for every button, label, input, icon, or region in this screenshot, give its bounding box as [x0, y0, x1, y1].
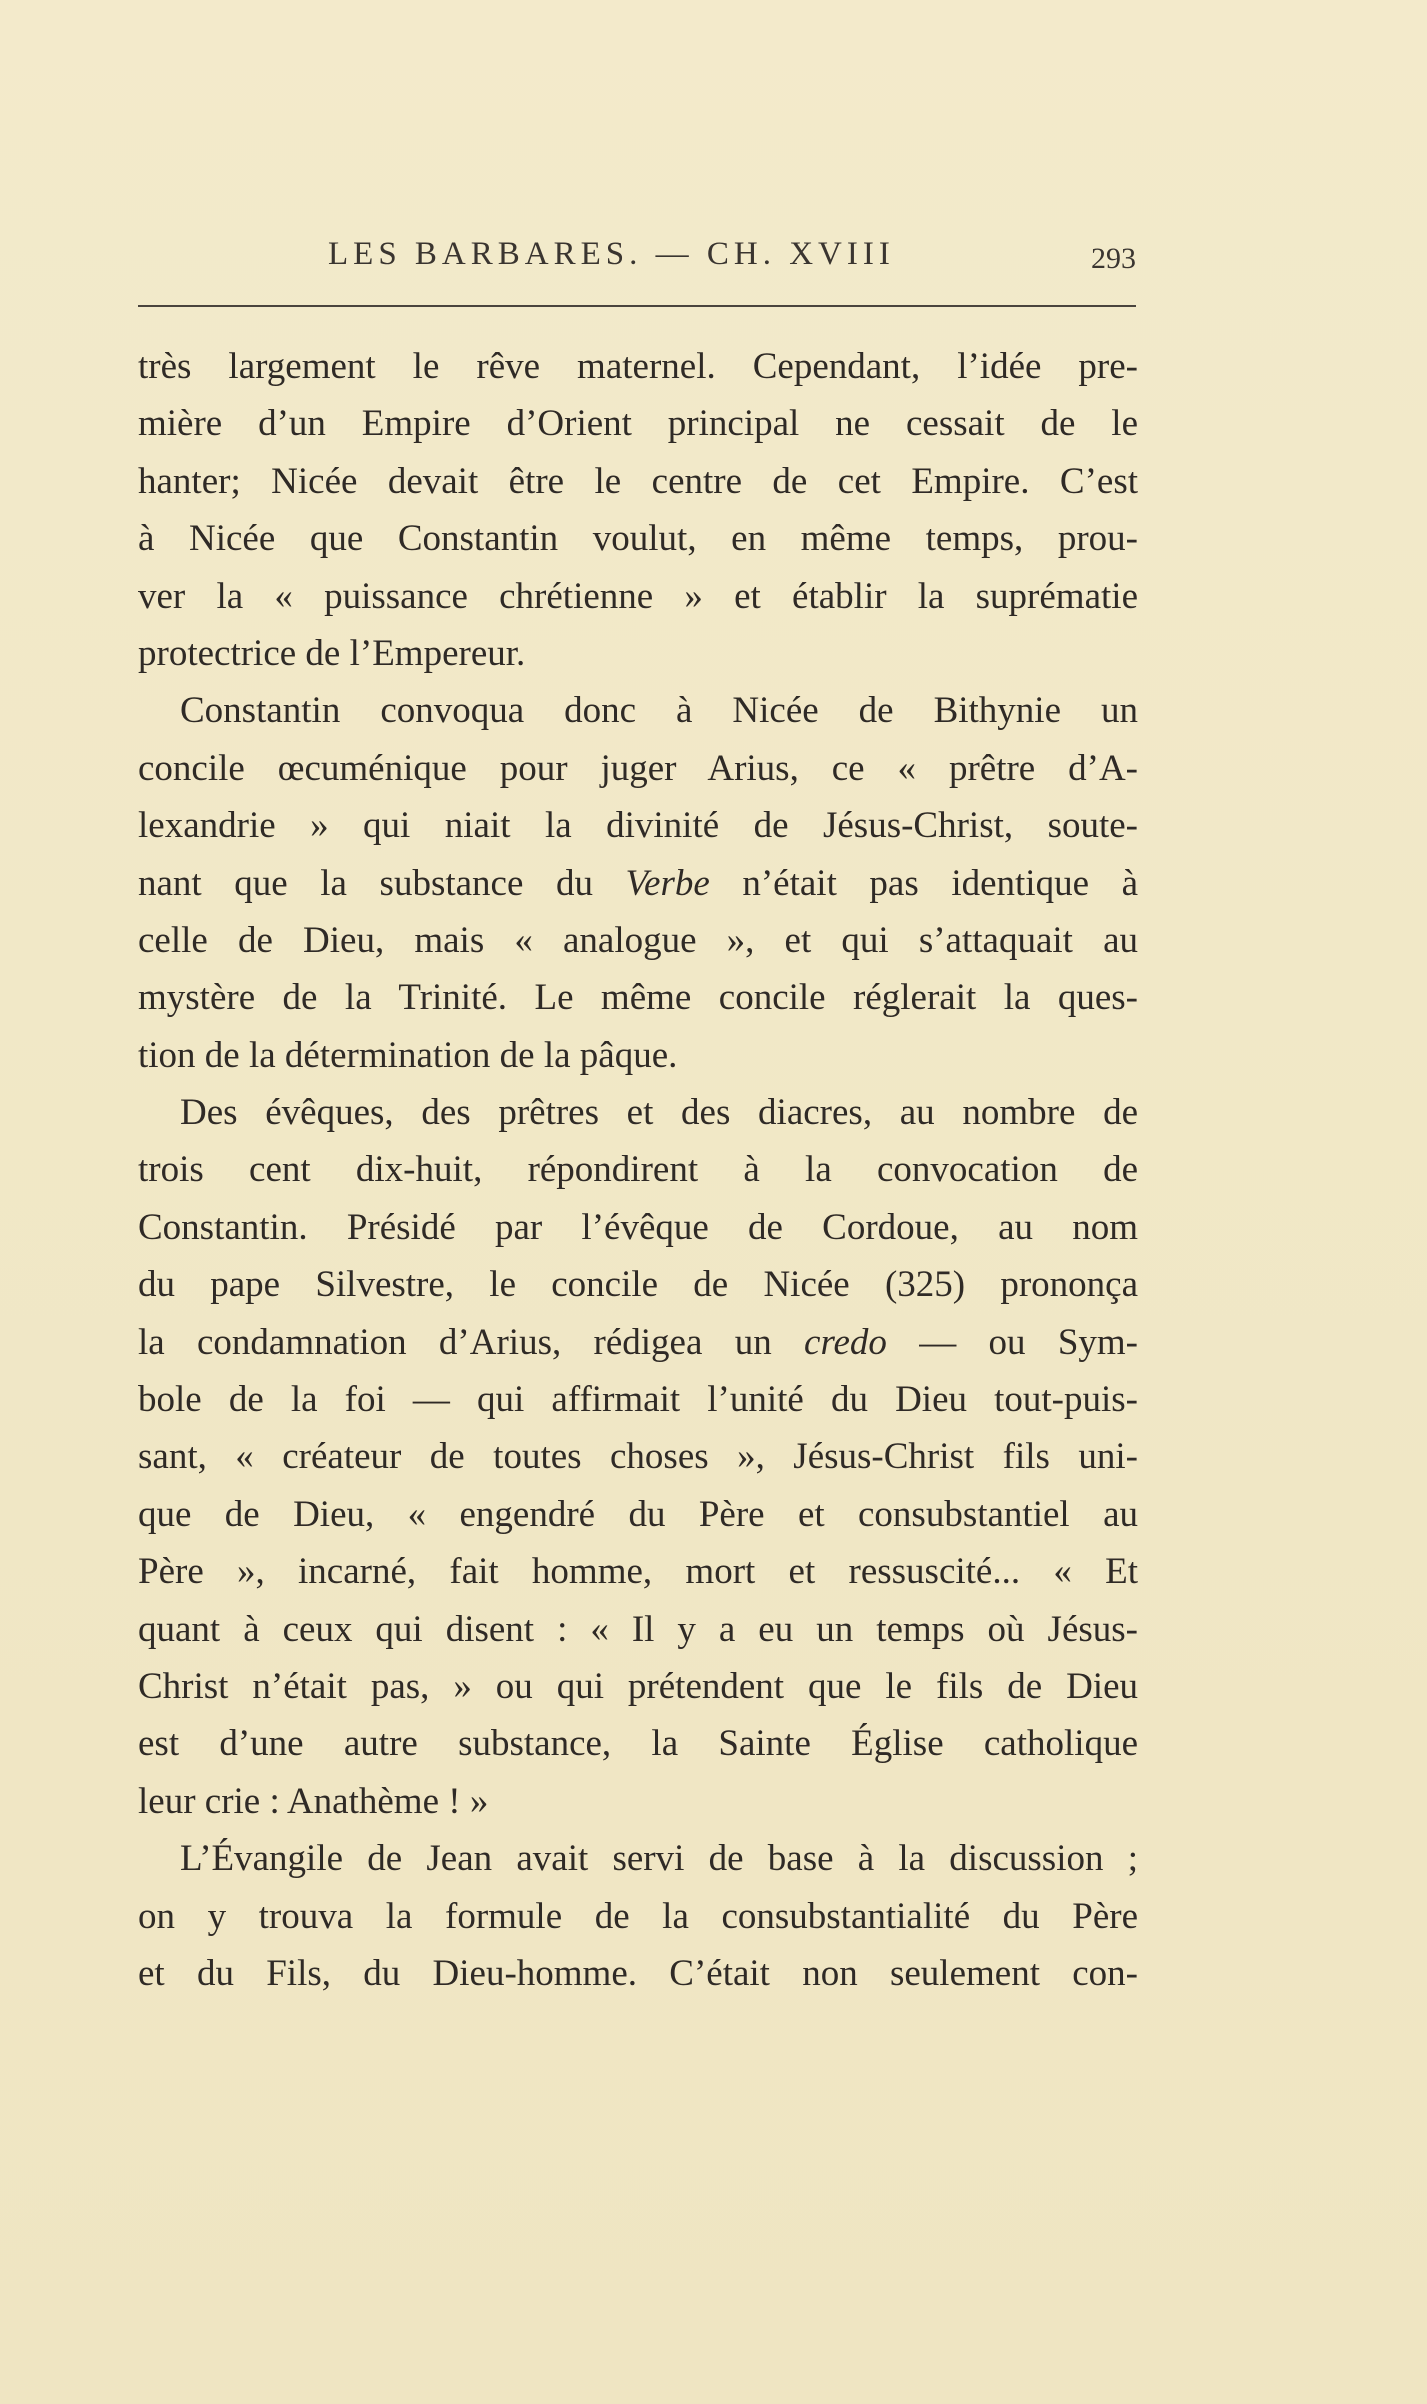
text-line: bole de la foi — qui affirmait l’unité du Dieu tout-puis-	[138, 1379, 1138, 1421]
text-line: que de Dieu, « engendré du Père et consubstantiel au	[138, 1493, 1138, 1535]
text-line: Christ n’était pas, » ou qui prétendent que le fils de Dieu	[138, 1665, 1138, 1707]
text-line: tion de la détermination de la pâque.	[138, 1034, 678, 1076]
text-line: est d’une autre substance, la Sainte Église catholique	[138, 1723, 1138, 1765]
text-line: Père », incarné, fait homme, mort et ressuscité... « Et	[138, 1551, 1138, 1593]
text-line: quant à ceux qui disent : « Il y a eu un temps où Jésus-	[138, 1608, 1138, 1650]
text-line: ver la « puissance chrétienne » et établir la suprématie	[138, 575, 1138, 617]
text-segment: — ou Sym-	[886, 1321, 1138, 1363]
text-line	[138, 855, 1138, 912]
text-line: concile œcuménique pour juger Arius, ce « prêtre d’A-	[138, 747, 1138, 789]
text-segment: n’était pas identique à	[709, 862, 1138, 904]
italic-word: credo	[804, 1321, 887, 1363]
text-line: trois cent dix-huit, répondirent à la convocation de	[138, 1149, 1138, 1191]
text-line: mystère de la Trinité. Le même concile réglerait la ques-	[138, 977, 1138, 1019]
page-number: 293	[1091, 242, 1136, 275]
text-segment: la condamnation d’Arius, rédigea un	[138, 1321, 805, 1363]
text-line: à Nicée que Constantin voulut, en même temps, prou-	[138, 518, 1138, 560]
italic-word: Verbe	[625, 862, 710, 904]
text-segment: nant que la substance du	[138, 862, 626, 904]
text-line	[138, 1314, 1138, 1371]
text-line: et du Fils, du Dieu-homme. C’était non seulement con-	[138, 1952, 1138, 1994]
text-line: Constantin convoqua donc à Nicée de Bithynie un	[180, 690, 1138, 732]
text-line: très largement le rêve maternel. Cependant, l’idée pre-	[138, 346, 1138, 387]
page-header	[138, 236, 1136, 296]
text-line: protectrice de l’Empereur.	[138, 632, 526, 674]
text-line: du pape Silvestre, le concile de Nicée (325) prononça	[138, 1264, 1138, 1306]
text-line: lexandrie » qui niait la divinité de Jésus-Christ, soute-	[138, 805, 1138, 847]
text-line: Des évêques, des prêtres et des diacres, au nombre de	[180, 1092, 1138, 1134]
text-line: celle de Dieu, mais « analogue », et qui s’attaquait au	[138, 919, 1138, 961]
body-text	[138, 338, 1138, 2002]
running-head: LES BARBARES. — CH. XVIII	[328, 236, 895, 272]
text-line: leur crie : Anathème ! »	[138, 1780, 489, 1822]
header-rule	[138, 305, 1136, 307]
text-line: L’Évangile de Jean avait servi de base à la discussion ;	[180, 1838, 1138, 1880]
text-line: hanter; Nicée devait être le centre de cet Empire. C’est	[138, 460, 1138, 502]
text-line: Constantin. Présidé par l’évêque de Cordoue, au nom	[138, 1206, 1138, 1248]
text-line: mière d’un Empire d’Orient principal ne cessait de le	[138, 403, 1138, 445]
text-line: on y trouva la formule de la consubstantialité du Père	[138, 1895, 1138, 1937]
text-line: sant, « créateur de toutes choses », Jésus-Christ fils uni-	[138, 1436, 1138, 1478]
